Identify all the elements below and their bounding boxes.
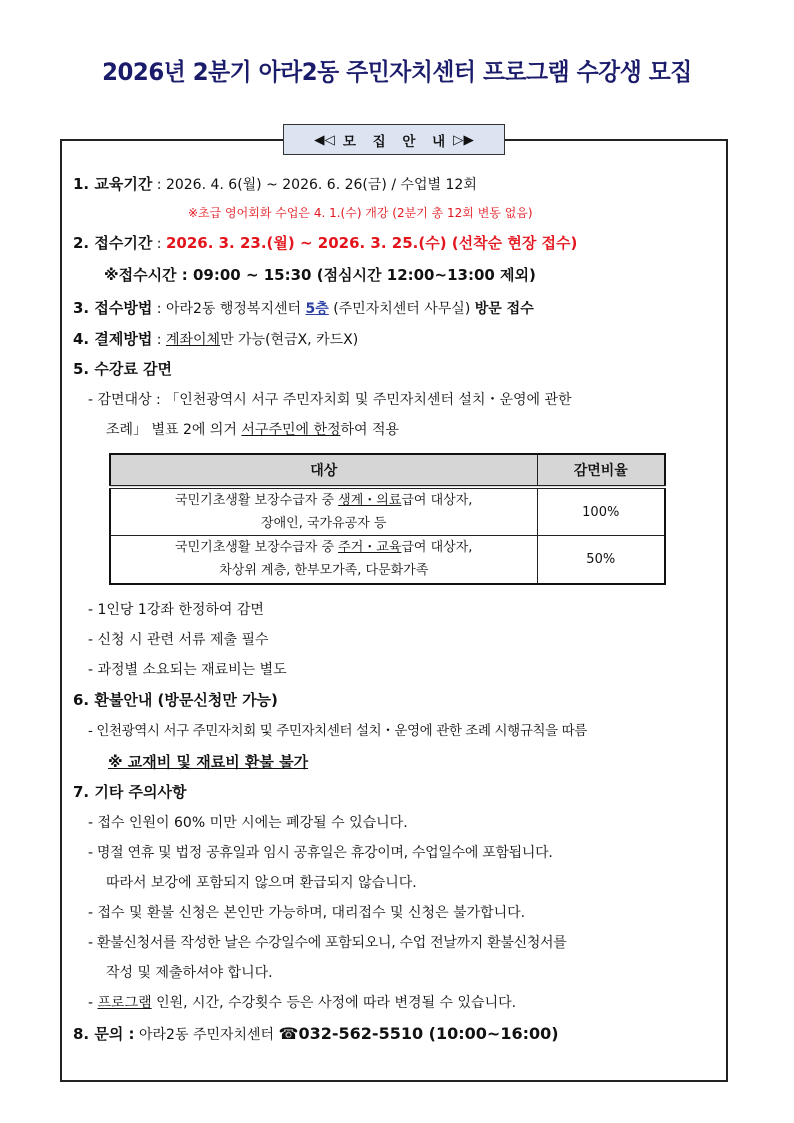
notice-header-badge xyxy=(283,124,505,155)
refund-bullet: - 인천광역시 서구 주민자치회 및 주민자치센터 설치・운영에 관한 조례 시행규칙을 따름 xyxy=(88,723,587,739)
education-period-text: 2026. 4. 6(월) ~ 2026. 6. 26(금) / 수업별 12회 xyxy=(165,177,477,193)
rate-cell: 50% xyxy=(537,536,665,584)
table-row xyxy=(110,536,665,584)
section-heading: 3. 접수방법 xyxy=(73,299,153,317)
section-heading: 2. 접수기간 xyxy=(73,234,153,252)
note-bullet: - 명절 연휴 및 법정 공휴일과 임시 공휴일은 휴강이며, 수업일수에 포함됩니다. xyxy=(88,845,553,861)
visit-application: 방문 접수 xyxy=(474,301,534,317)
separator: : xyxy=(152,177,166,193)
reduction-bullet: - 과정별 소요되는 재료비는 별도 xyxy=(88,662,287,678)
note-bullet xyxy=(88,993,516,1013)
section-application-period xyxy=(73,233,577,254)
inquiry-office: 아라2동 주민자치센터 xyxy=(134,1027,279,1043)
bank-transfer: 계좌이체 xyxy=(165,332,221,348)
reduction-target-line2 xyxy=(106,420,399,440)
separator: : xyxy=(152,301,166,317)
section-fee-reduction-heading: 5. 수강료 감면 xyxy=(73,360,173,378)
page-title: 2026년 2분기 아라2동 주민자치센터 프로그램 수강생 모집 xyxy=(102,58,692,86)
refund-not-allowed-note: ※ 교재비 및 재료비 환불 불가 xyxy=(108,753,309,771)
reduction-bullet: - 신청 시 관련 서류 제출 필수 xyxy=(88,632,269,648)
application-period-text: 2026. 3. 23.(월) ~ 2026. 3. 25.(수) (선착순 현장 접수) xyxy=(165,234,578,252)
apply-text: 하여 적용 xyxy=(340,422,400,438)
separator: : xyxy=(152,332,166,348)
english-class-note: ※초급 영어회화 수업은 4. 1.(수) 개강 (2분기 총 12회 변동 없음) xyxy=(188,206,533,220)
separator: : xyxy=(152,236,166,252)
header-rate: 감면비율 xyxy=(537,454,665,487)
note-bullet: - 환불신청서를 작성한 날은 수강일수에 포함되오니, 수업 전날까지 환불신청서를 xyxy=(88,935,567,951)
note-text: 인원, 시간, 수강횟수 등은 사정에 따라 변경될 수 있습니다. xyxy=(151,995,517,1011)
left-arrows-icon: ◀◁ xyxy=(314,131,335,148)
phone-number: 032-562-5510 (10:00~16:00) xyxy=(298,1024,559,1043)
section-heading: 8. 문의 : xyxy=(73,1025,135,1043)
cell-text: 급여 대상자, xyxy=(401,493,473,508)
cell-text: 급여 대상자, xyxy=(401,540,473,556)
method-text-office: (주민자치센터 사무실) xyxy=(328,301,475,317)
target-cell xyxy=(110,487,537,536)
reduction-target-line1: - 감면대상 : 「인천광역시 서구 주민자치회 및 주민자치센터 설치・운영에 관한 xyxy=(88,392,572,408)
method-text: 아라2동 행정복지센터 xyxy=(165,301,306,317)
reduction-bullet: - 1인당 1강좌 한정하여 감면 xyxy=(88,602,264,618)
cell-text: 장애인, 국가유공자 등 xyxy=(261,516,387,531)
payment-text: 만 가능(현금X, 카드X) xyxy=(220,332,359,348)
phone-icon: ☎ xyxy=(278,1024,299,1043)
cell-underlined: 생계・의료 xyxy=(338,493,402,508)
rate-cell: 100% xyxy=(537,487,665,536)
section-application-method xyxy=(73,298,534,319)
header-target: 대상 xyxy=(110,454,537,487)
table-row xyxy=(110,487,665,536)
section-payment-method xyxy=(73,329,358,350)
target-cell xyxy=(110,536,537,584)
dash: - xyxy=(88,995,98,1011)
note-bullet: - 접수 인원이 60% 미만 시에는 폐강될 수 있습니다. xyxy=(88,815,408,831)
seogu-residents-only: 서구주민에 한정 xyxy=(241,422,341,438)
right-arrows-icon: ▷▶ xyxy=(453,131,474,148)
section-heading: 1. 교육기간 xyxy=(73,175,153,193)
floor-emphasis: 5층 xyxy=(305,301,329,317)
section-refund-heading: 6. 환불안내 (방문신청만 가능) xyxy=(73,691,278,709)
cell-text: 국민기초생활 보장수급자 중 xyxy=(175,493,339,508)
cell-text: 국민기초생활 보장수급자 중 xyxy=(175,540,339,556)
badge-label: 모 집 안 내 xyxy=(342,133,452,150)
note-bullet-cont: 작성 및 제출하셔야 합니다. xyxy=(106,965,273,981)
section-inquiry xyxy=(73,1024,559,1045)
section-heading: 4. 결제방법 xyxy=(73,330,153,348)
note-bullet-cont: 따라서 보강에 포함되지 않으며 환급되지 않습니다. xyxy=(106,875,417,891)
ordinance-text: 조례」 별표 2에 의거 xyxy=(106,422,242,438)
table-header-row xyxy=(110,454,665,487)
cell-underlined: 주거・교육 xyxy=(338,540,402,556)
note-bullet: - 접수 및 환불 신청은 본인만 가능하며, 대리접수 및 신청은 불가합니다. xyxy=(88,905,526,921)
section-other-notes-heading: 7. 기타 주의사항 xyxy=(73,783,187,801)
reduction-table xyxy=(109,453,666,585)
program-underlined: 프로그램 xyxy=(97,995,152,1011)
application-hours-note: ※접수시간 : 09:00 ~ 15:30 (점심시간 12:00~13:00 제외) xyxy=(104,266,536,284)
cell-text: 차상위 계층, 한부모가족, 다문화가족 xyxy=(219,563,429,579)
section-education-period xyxy=(73,174,477,195)
